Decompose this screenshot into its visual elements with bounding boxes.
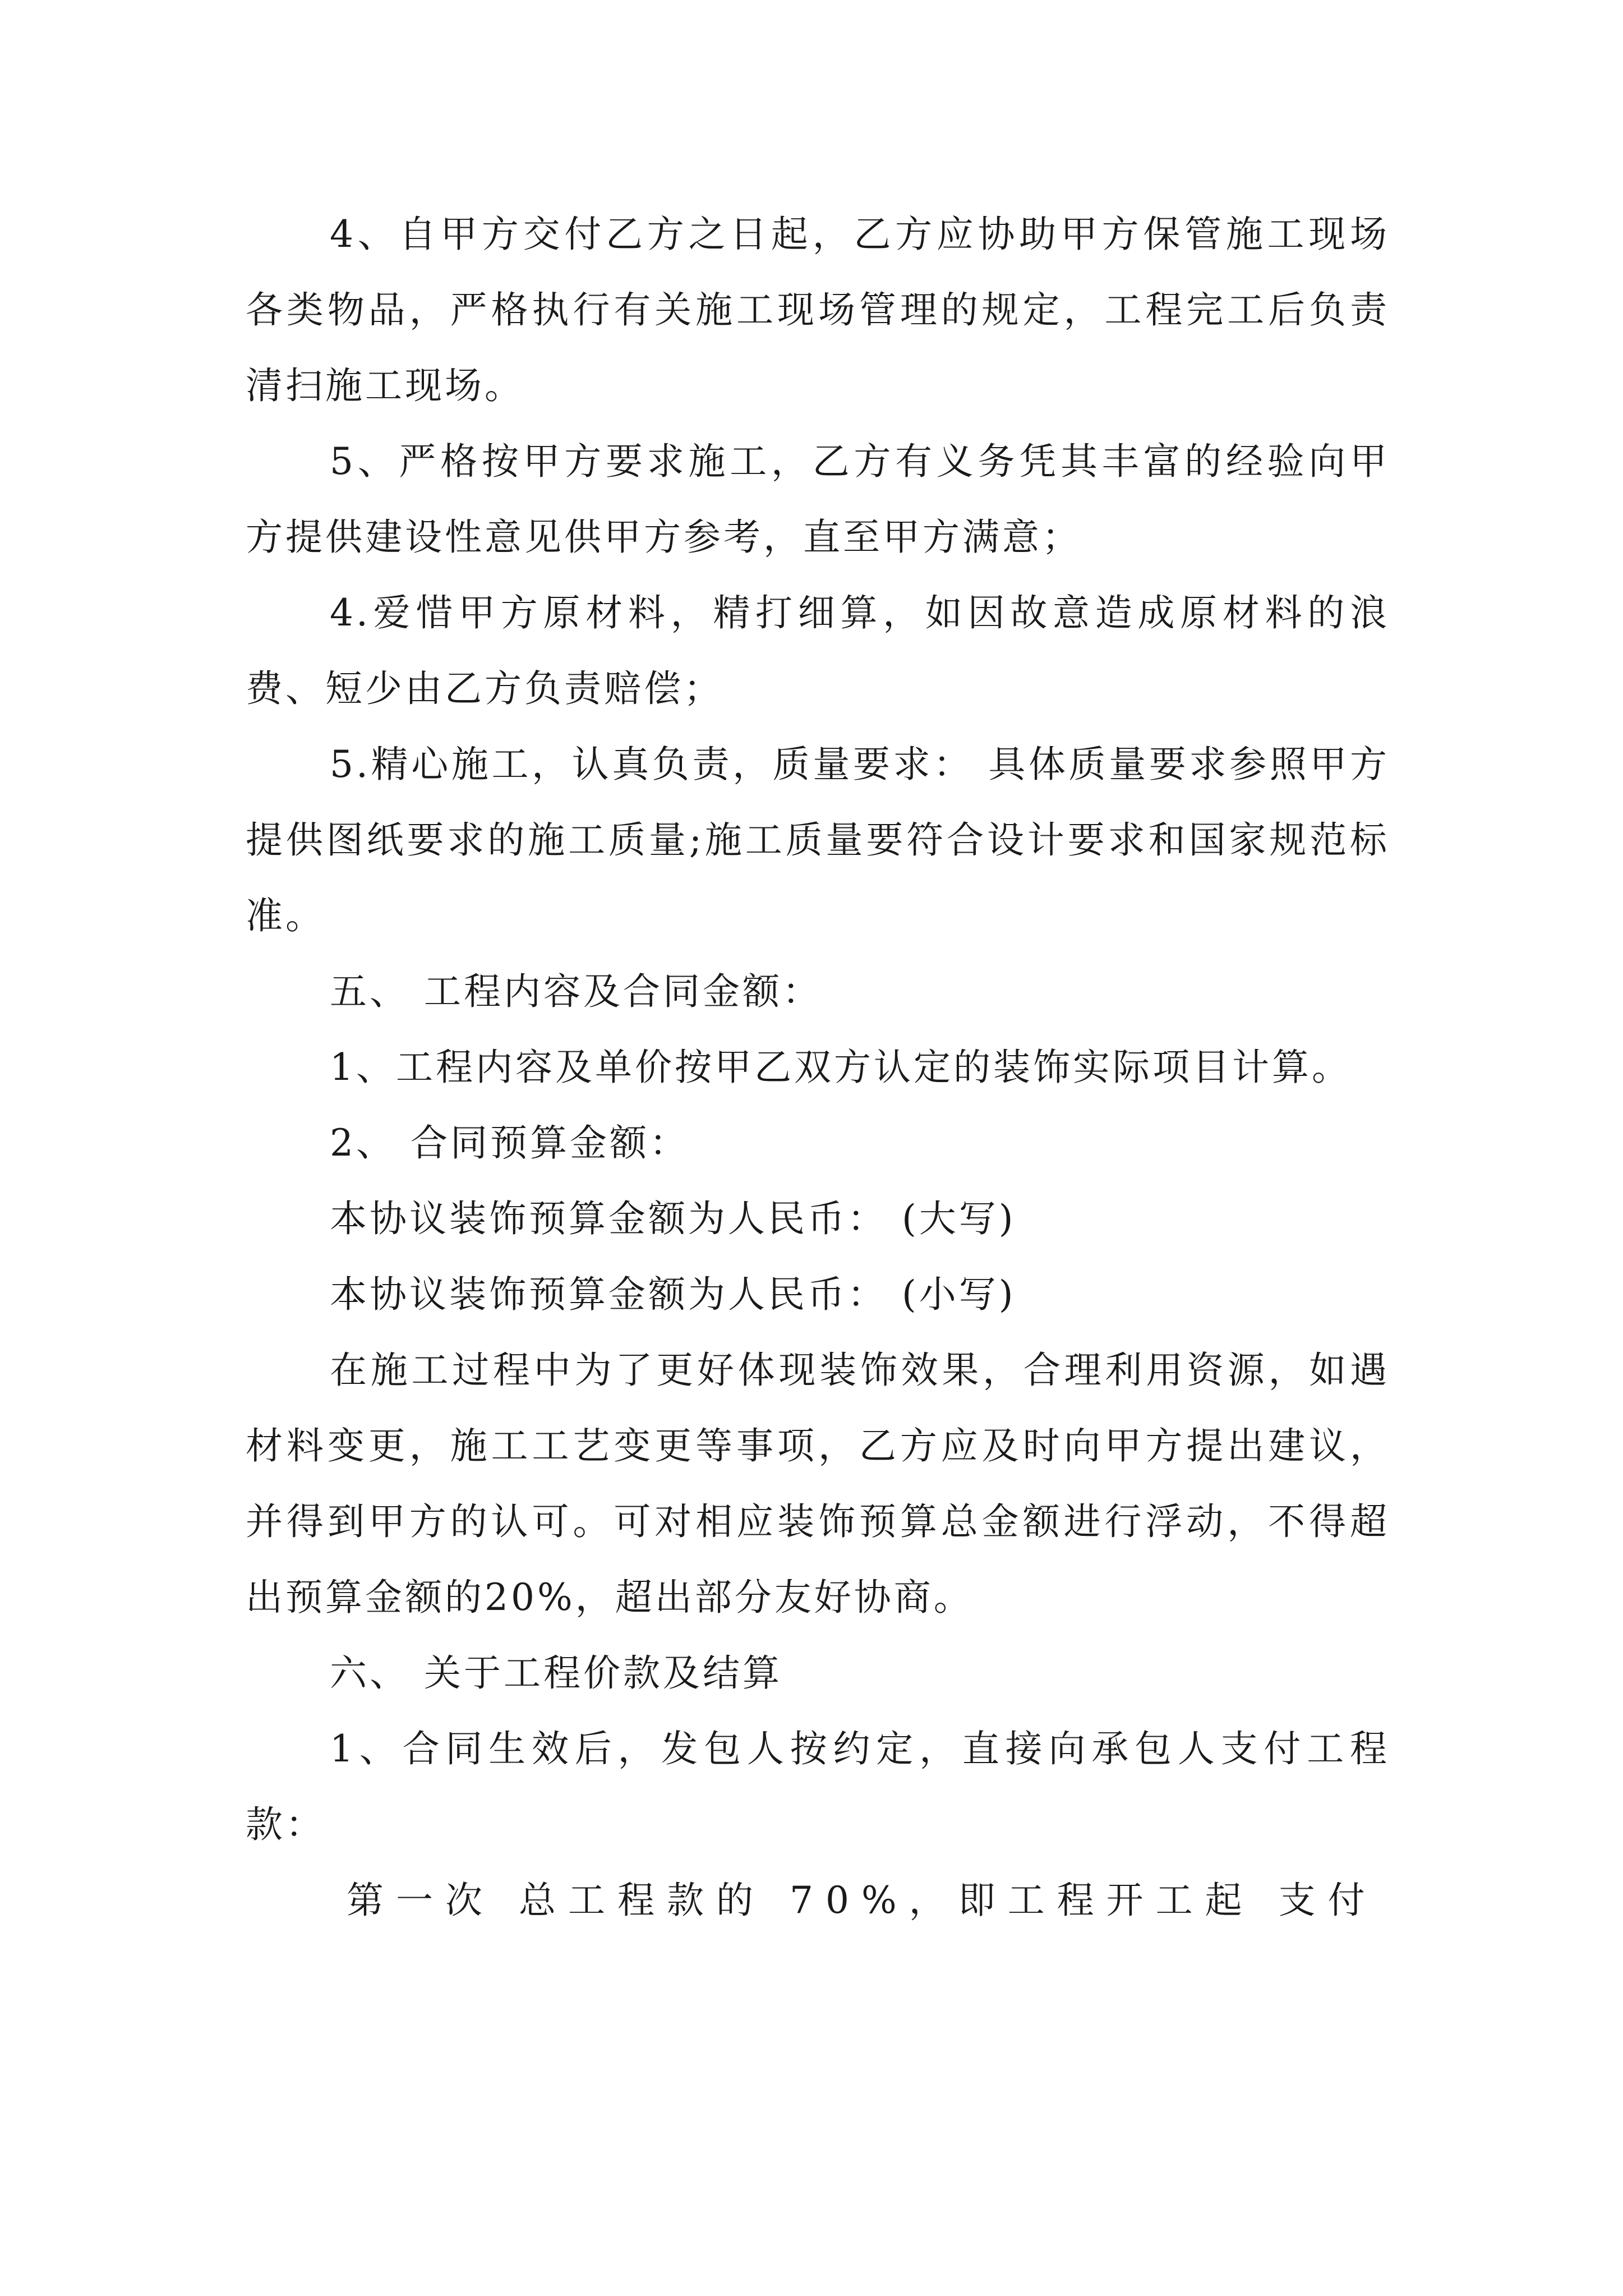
paragraph-construction-requirements: 5、严格按甲方要求施工，乙方有义务凭其丰富的经验向甲方提供建设性意见供甲方参考，直至甲方满意；: [246, 440, 1390, 559]
paragraph-first-installment: 第一次 总工程款的 70%，即工程开工起 支付: [347, 1879, 1377, 1922]
paragraph-amount-lowercase: 本协议装饰预算金额为人民币： (小写): [330, 1273, 1016, 1316]
paragraph-amount-uppercase: 本协议装饰预算金额为人民币： (大写): [330, 1197, 1016, 1240]
paragraph-payment-terms: 1、合同生效后，发包人按约定，直接向承包人支付工程款：: [246, 1727, 1390, 1846]
document-body: [246, 196, 1390, 1938]
section-heading-payment-settlement: 六、 关于工程价款及结算: [330, 1651, 782, 1695]
paragraph-unit-price: 1、工程内容及单价按甲乙双方认定的装饰实际项目计算。: [330, 1046, 1352, 1089]
paragraph-site-custody: 4、自甲方交付乙方之日起，乙方应协助甲方保管施工现场各类物品，严格执行有关施工现场管理的规定，工程完工后负责清扫施工现场。: [246, 213, 1390, 407]
paragraph-budget-adjustment: 在施工过程中为了更好体现装饰效果，合理利用资源，如遇材料变更，施工工艺变更等事项，乙方应及时向甲方提出建议，并得到甲方的认可。可对相应装饰预算总金额进行浮动，不得超出预算金额的20%，超出部分友好协商。: [246, 1349, 1390, 1619]
paragraph-material-care: 4.爱惜甲方原材料，精打细算，如因故意造成原材料的浪费、短少由乙方负责赔偿；: [246, 591, 1390, 710]
paragraph-budget-amount-heading: 2、 合同预算金额：: [330, 1121, 689, 1165]
paragraph-quality-requirements: 5.精心施工，认真负责，质量要求： 具体质量要求参照甲方提供图纸要求的施工质量;施工质量要符合设计要求和国家规范标准。: [246, 743, 1390, 937]
section-heading-contract-amount: 五、 工程内容及合同金额：: [330, 970, 822, 1013]
